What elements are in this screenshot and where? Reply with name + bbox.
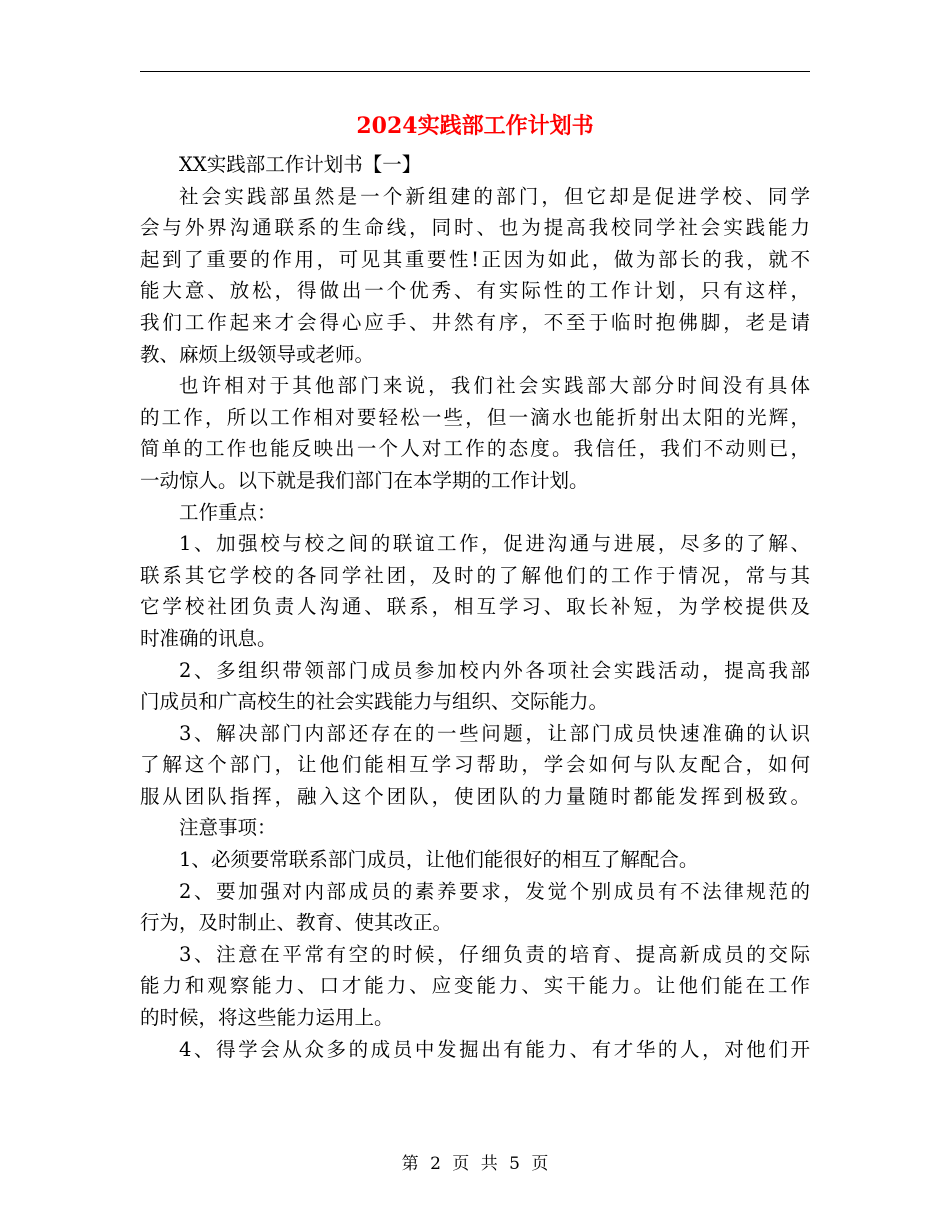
paragraph-line: 了解这个部门，让他们能相互学习帮助，学会如何与队友配合，如何 (140, 753, 810, 777)
header-rule (140, 71, 810, 72)
paragraph-line: 一动惊人。以下就是我们部门在本学期的工作计划。 (140, 468, 589, 492)
page-footer: 第 2 页 共 5 页 (401, 1154, 549, 1174)
paragraph-line: 行为，及时制止、教育、使其改正。 (140, 911, 453, 935)
paragraph (140, 497, 810, 529)
paragraph (140, 1034, 810, 1066)
paragraph (140, 844, 810, 876)
paragraph-line: 的工作，所以工作相对要轻松一些，但一滴水也能折射出太阳的光辉， (140, 405, 810, 429)
paragraph-line: 简单的工作也能反映出一个人对工作的态度。我信任，我们不动则已， (140, 437, 810, 461)
paragraph-line: 的时候，将这些能力运用上。 (140, 1006, 394, 1030)
paragraph-line: 起到了重要的作用，可见其重要性!正因为如此，做为部长的我，就不 (140, 247, 810, 271)
paragraph (140, 528, 810, 654)
paragraph-line: 3、解决部门内部还存在的一些问题，让部门成员快速准确的认识 (179, 721, 810, 745)
paragraph (140, 655, 810, 718)
document-body (140, 149, 810, 1065)
paragraph-line: 2、多组织带领部门成员参加校内外各项社会实践活动，提高我部 (179, 658, 810, 682)
paragraph (140, 939, 810, 1034)
paragraph-line: 也许相对于其他部门来说，我们社会实践部大部分时间没有具体 (179, 374, 810, 398)
paragraph-line: 2、要加强对内部成员的素养要求，发觉个别成员有不法律规范的 (179, 879, 810, 903)
paragraph-line: 它学校社团负责人沟通、联系，相互学习、取长补短，为学校提供及 (140, 595, 810, 619)
paragraph-line: 社会实践部虽然是一个新组建的部门，但它却是促进学校、同学 (179, 184, 810, 208)
document-title: 2024实践部工作计划书 (356, 113, 594, 139)
paragraph (140, 812, 810, 844)
paragraph-line: 4、得学会从众多的成员中发掘出有能力、有才华的人，对他们开 (179, 1037, 810, 1061)
paragraph-line: 时准确的讯息。 (140, 626, 277, 650)
paragraph-line: 服从团队指挥，融入这个团队，使团队的力量随时都能发挥到极致。 (140, 784, 810, 808)
paragraph-line: 3、注意在平常有空的时候，仔细负责的培育、提高新成员的交际 (179, 942, 810, 966)
paragraph (140, 718, 810, 813)
paragraph-line: 门成员和广高校生的社会实践能力与组织、交际能力。 (140, 690, 609, 714)
paragraph (140, 876, 810, 939)
paragraph-line: 会与外界沟通联系的生命线，同时、也为提高我校同学社会实践能力 (140, 216, 810, 240)
paragraph-line: 联系其它学校的各同学社团，及时的了解他们的工作于情况，常与其 (140, 563, 810, 587)
paragraph-line: 我们工作起来才会得心应手、井然有序，不至于临时抱佛脚，老是请 (140, 310, 810, 334)
paragraph (140, 149, 810, 181)
paragraph-line: 教、麻烦上级领导或老师。 (140, 342, 375, 366)
paragraph-line: 1、加强校与校之间的联谊工作，促进沟通与进展，尽多的了解、 (179, 532, 810, 556)
paragraph-line: 工作重点： (179, 500, 277, 524)
paragraph (140, 181, 810, 371)
paragraph (140, 370, 810, 496)
paragraph-line: 注意事项： (179, 816, 277, 840)
paragraph-line: 1、必须要常联系部门成员，让他们能很好的相互了解配合。 (179, 848, 699, 872)
paragraph-line: 能力和观察能力、口才能力、应变能力、实干能力。让他们能在工作 (140, 974, 810, 998)
paragraph-line: XX实践部工作计划书【一】 (179, 153, 422, 176)
paragraph-line: 能大意、放松，得做出一个优秀、有实际性的工作计划，只有这样， (140, 279, 810, 303)
